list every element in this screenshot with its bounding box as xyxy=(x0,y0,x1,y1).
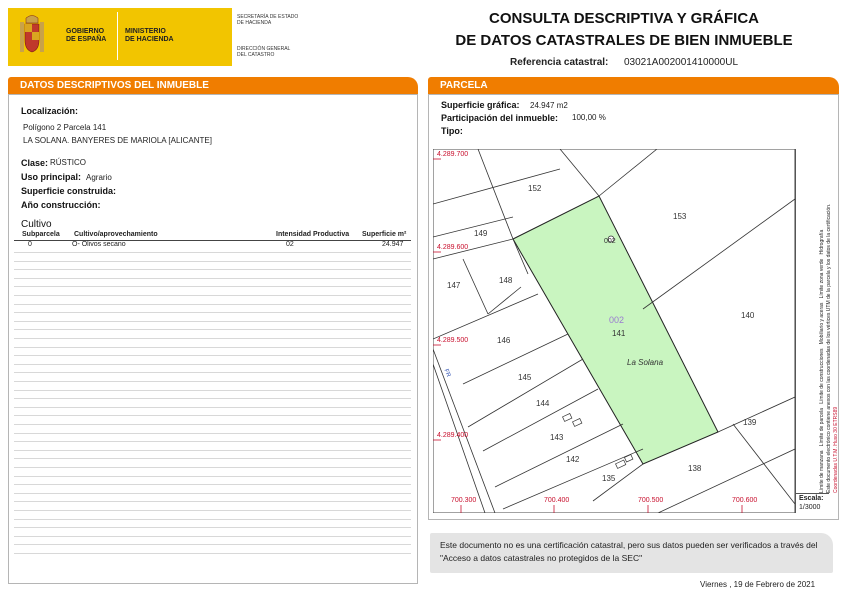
y-coord-label: 4.289.700 xyxy=(437,151,469,158)
x-coord-label: 700.600 xyxy=(732,497,758,504)
parcel-label: 135 xyxy=(602,474,616,483)
cultivo-table-header xyxy=(14,231,411,241)
ano-construccion-label: Año construcción: xyxy=(21,200,101,210)
parcela-section-header: PARCELA xyxy=(428,77,839,94)
table-rule-line xyxy=(14,501,411,502)
disclaimer-note: Este documento no es una certificación catastral, pero sus datos pueden ser verificados a través del "Acceso a datos catastrales no protegidos de la SEC" xyxy=(430,533,833,573)
secretariat-label xyxy=(237,14,298,26)
cell-cultivo: O- Olivos secano xyxy=(72,241,126,248)
subparcel-code-small: 002 xyxy=(604,238,616,245)
x-coord-label: 700.300 xyxy=(451,497,477,504)
table-rule-line xyxy=(14,347,411,348)
ministry-line2: DE HACIENDA xyxy=(125,36,174,43)
table-rule-line xyxy=(14,321,411,322)
table-rule-line xyxy=(14,544,411,545)
legend-col3: Coordenadas U.T.M. Huso 30 ETRS89 xyxy=(833,406,839,493)
parcel-label: 147 xyxy=(447,281,461,290)
legend-item: Mobiliario y aceras xyxy=(819,302,825,345)
scale-label: Escala: xyxy=(799,495,824,502)
parcel-label: 140 xyxy=(741,311,755,320)
document-date: Viernes , 19 de Febrero de 2021 xyxy=(700,580,816,589)
table-rule-line xyxy=(14,304,411,305)
table-rule-line xyxy=(14,269,411,270)
reference-label: Referencia catastral: xyxy=(510,57,609,68)
logo-line1: GOBIERNO xyxy=(66,28,105,35)
direccion-label xyxy=(237,46,290,58)
table-rule-line xyxy=(14,295,411,296)
title-line2: DE DATOS CATASTRALES DE BIEN INMUEBLE xyxy=(455,32,793,49)
table-rule-line xyxy=(14,286,411,287)
parcel-label: 146 xyxy=(497,336,511,345)
table-rule-line xyxy=(14,261,411,262)
x-coord-label: 700.500 xyxy=(638,497,664,504)
parcel-label: 145 xyxy=(518,373,532,382)
superficie-grafica-value: 24.947 m2 xyxy=(530,101,568,110)
legend-col2: Este documento electrónico contiene anexos con las coordenadas de los vértices UTM de la parcela y los datos de la certificación. xyxy=(826,203,832,493)
table-rule-line xyxy=(14,424,411,425)
table-rule-line xyxy=(14,458,411,459)
cultivo-title: Cultivo xyxy=(21,219,52,230)
participacion-value: 100,00 % xyxy=(572,113,606,122)
parcel-label: 153 xyxy=(673,212,687,221)
legend-item: Límite zona verde xyxy=(819,258,825,299)
table-rule-line xyxy=(14,398,411,399)
parcel-label: 142 xyxy=(566,455,580,464)
localizacion-line1: Polígono 2 Parcela 141 xyxy=(23,123,107,132)
coat-of-arms-icon xyxy=(18,14,46,58)
place-name: La Solana xyxy=(627,358,664,367)
table-row xyxy=(14,241,411,250)
road-label: FR xyxy=(442,368,451,379)
parcel-label: 143 xyxy=(550,433,564,442)
participacion-label: Participación del inmueble: xyxy=(441,113,559,123)
table-rule-line xyxy=(14,493,411,494)
legend-text xyxy=(819,204,840,493)
ministry-line1: MINISTERIO xyxy=(125,28,166,35)
title-line1: CONSULTA DESCRIPTIVA Y GRÁFICA xyxy=(488,10,759,27)
table-rule-line xyxy=(14,338,411,339)
superficie-grafica-label: Superficie gráfica: xyxy=(441,100,520,110)
uso-value: Agrario xyxy=(86,173,112,182)
table-rule-line xyxy=(14,433,411,434)
localizacion-line2: LA SOLANA. BANYERES DE MARIOLA [ALICANTE] xyxy=(23,136,212,145)
direccion-line1: DIRECCIÓN GENERAL xyxy=(237,46,291,52)
x-coord-label: 700.400 xyxy=(544,497,570,504)
direccion-line2: DEL CATASTRO xyxy=(237,52,275,58)
parcel-label: 139 xyxy=(743,418,757,427)
parcel-label: 138 xyxy=(688,464,702,473)
table-rule-line xyxy=(14,441,411,442)
descriptive-section-header: DATOS DESCRIPTIVOS DEL INMUEBLE xyxy=(8,77,418,94)
clase-value: RÚSTICO xyxy=(50,158,86,167)
secretaria-line2: DE HACIENDA xyxy=(237,20,272,26)
table-rule-line xyxy=(14,278,411,279)
reference-value: 03021A002001410000UL xyxy=(624,57,738,68)
col-subparcela: Subparcela xyxy=(22,231,60,238)
scale-box xyxy=(795,493,829,513)
table-rule-line xyxy=(14,467,411,468)
parcel-label: 144 xyxy=(536,399,550,408)
table-rule-line xyxy=(14,450,411,451)
scale-value: 1/3000 xyxy=(799,504,821,511)
parcel-label: 152 xyxy=(528,184,542,193)
secretaria-line1: SECRETARÍA DE ESTADO xyxy=(237,14,299,20)
subparcel-code: 002 xyxy=(609,315,625,325)
y-coord-label: 4.289.500 xyxy=(437,337,469,344)
table-rule-line xyxy=(14,536,411,537)
legend-item: Hidrografía xyxy=(819,229,825,255)
legend-col1 xyxy=(819,204,826,493)
y-coord-label: 4.289.400 xyxy=(437,432,469,439)
parcel-label: 149 xyxy=(474,229,488,238)
table-rule-line xyxy=(14,364,411,365)
logo-divider xyxy=(117,12,118,60)
table-rule-line xyxy=(14,553,411,554)
y-coord-label: 4.289.600 xyxy=(437,244,469,251)
document-title xyxy=(440,8,808,52)
cell-subparcela: 0 xyxy=(28,241,32,248)
table-rule-line xyxy=(14,390,411,391)
table-rule-line xyxy=(14,476,411,477)
tipo-label: Tipo: xyxy=(441,126,463,136)
col-intensidad: Intensidad Productiva xyxy=(276,231,350,238)
table-rule-line xyxy=(14,407,411,408)
table-rule-line xyxy=(14,527,411,528)
logo-line2: DE ESPAÑA xyxy=(66,36,107,43)
table-rule-line xyxy=(14,372,411,373)
parcel-label: 148 xyxy=(499,276,513,285)
col-superficie: Superficie m² xyxy=(362,231,407,238)
legend-item: Límite de construcciones xyxy=(819,348,825,404)
superficie-construida-label: Superficie construida: xyxy=(21,186,117,196)
legend-item: Límite de parcela xyxy=(819,407,825,447)
government-label xyxy=(66,28,106,44)
cell-superficie: 24.947 xyxy=(382,241,404,248)
table-rule-line xyxy=(14,329,411,330)
table-rule-line xyxy=(14,312,411,313)
table-rule-line xyxy=(14,415,411,416)
table-rule-line xyxy=(14,381,411,382)
cell-intensidad: 02 xyxy=(286,241,294,248)
table-rule-line xyxy=(14,519,411,520)
table-rule-line xyxy=(14,252,411,253)
parcel-label: 141 xyxy=(612,329,626,338)
clase-label: Clase: xyxy=(21,158,49,168)
table-rule-line xyxy=(14,355,411,356)
cadastral-map[interactable] xyxy=(433,149,795,513)
ministry-label xyxy=(125,28,174,44)
uso-label: Uso principal: xyxy=(21,172,82,182)
col-cultivo: Cultivo/aprovechamiento xyxy=(74,231,158,238)
table-rule-line xyxy=(14,510,411,511)
localizacion-label: Localización: xyxy=(21,106,79,116)
table-rule-line xyxy=(14,484,411,485)
legend-item: Límite de manzana xyxy=(819,450,825,493)
